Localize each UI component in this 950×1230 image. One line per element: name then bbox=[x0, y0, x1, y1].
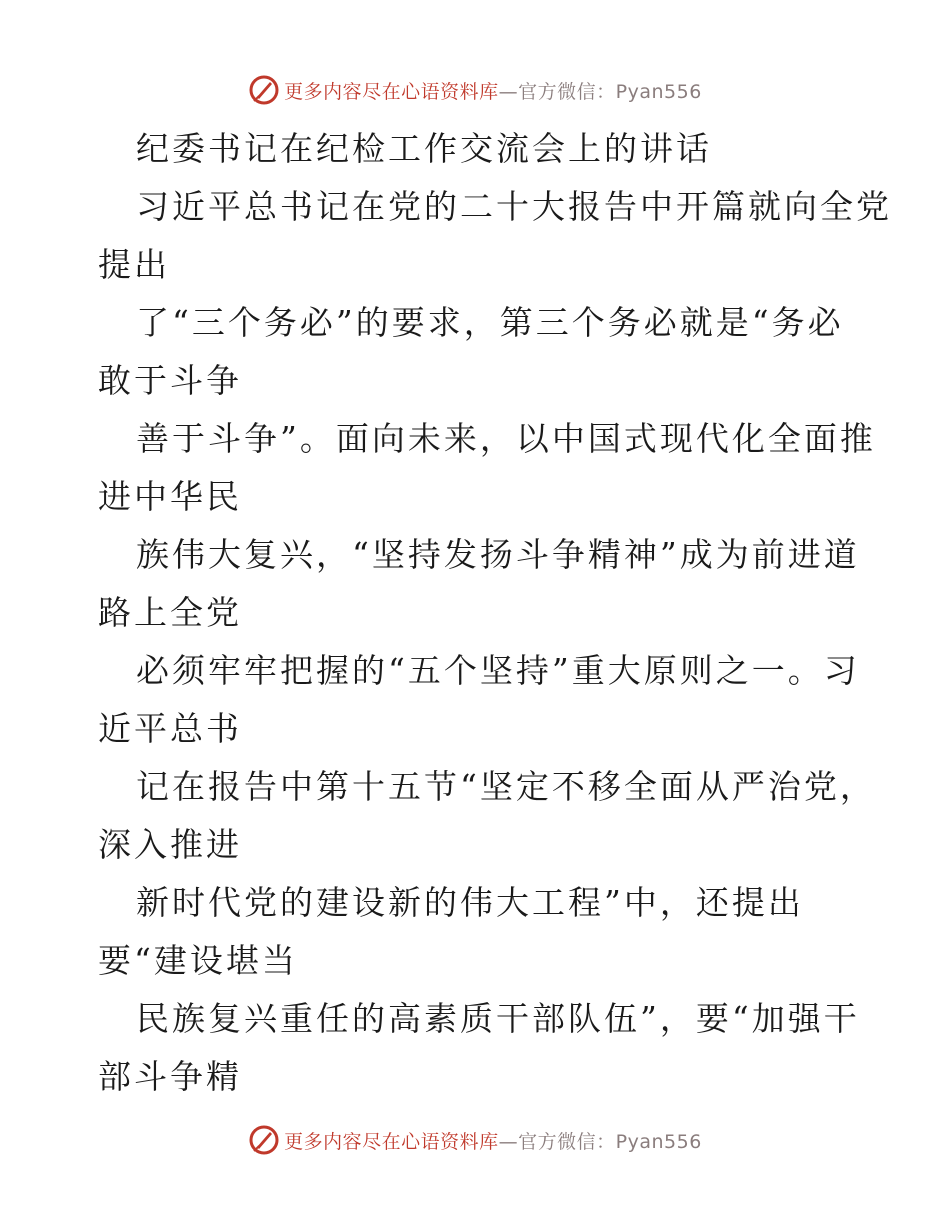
text-line: 习近平总书记在党的二十大报告中开篇就向全党 bbox=[136, 187, 892, 226]
text-line: 要“建设堪当 bbox=[98, 941, 298, 980]
text-line: 新时代党的建设新的伟大工程”中，还提出 bbox=[136, 883, 804, 922]
quill-logo-icon bbox=[248, 74, 280, 106]
document-title: 纪委书记在纪检工作交流会上的讲话 bbox=[136, 129, 712, 168]
text-line: 近平总书 bbox=[98, 709, 242, 748]
text-line: 善于斗争”。面向未来，以中国式现代化全面推 bbox=[136, 419, 876, 458]
header-banner bbox=[0, 70, 950, 110]
text-line: 进中华民 bbox=[98, 477, 242, 516]
quill-logo-icon bbox=[248, 1124, 280, 1156]
text-line: 提出 bbox=[98, 245, 170, 284]
footer-banner bbox=[0, 1120, 950, 1160]
text-line: 民族复兴重任的高素质干部队伍”，要“加强干 bbox=[136, 999, 860, 1038]
banner-wechat: —官方微信：Pyan556 bbox=[498, 80, 702, 103]
text-line: 路上全党 bbox=[98, 593, 242, 632]
text-line: 记在报告中第十五节“坚定不移全面从严治党， bbox=[136, 767, 876, 806]
text-line: 敢于斗争 bbox=[98, 361, 242, 400]
text-line: 部斗争精 bbox=[98, 1057, 242, 1096]
text-line: 必须牢牢把握的“五个坚持”重大原则之一。习 bbox=[136, 651, 860, 690]
banner-title: 更多内容尽在心语资料库 bbox=[284, 1130, 499, 1153]
text-line: 了“三个务必”的要求，第三个务必就是“务必 bbox=[136, 303, 844, 342]
banner-wechat: —官方微信：Pyan556 bbox=[498, 1130, 702, 1153]
text-line: 族伟大复兴，“坚持发扬斗争精神”成为前进道 bbox=[136, 535, 860, 574]
banner-title: 更多内容尽在心语资料库 bbox=[284, 80, 499, 103]
text-line: 深入推进 bbox=[98, 825, 242, 864]
document-body bbox=[98, 120, 892, 1106]
